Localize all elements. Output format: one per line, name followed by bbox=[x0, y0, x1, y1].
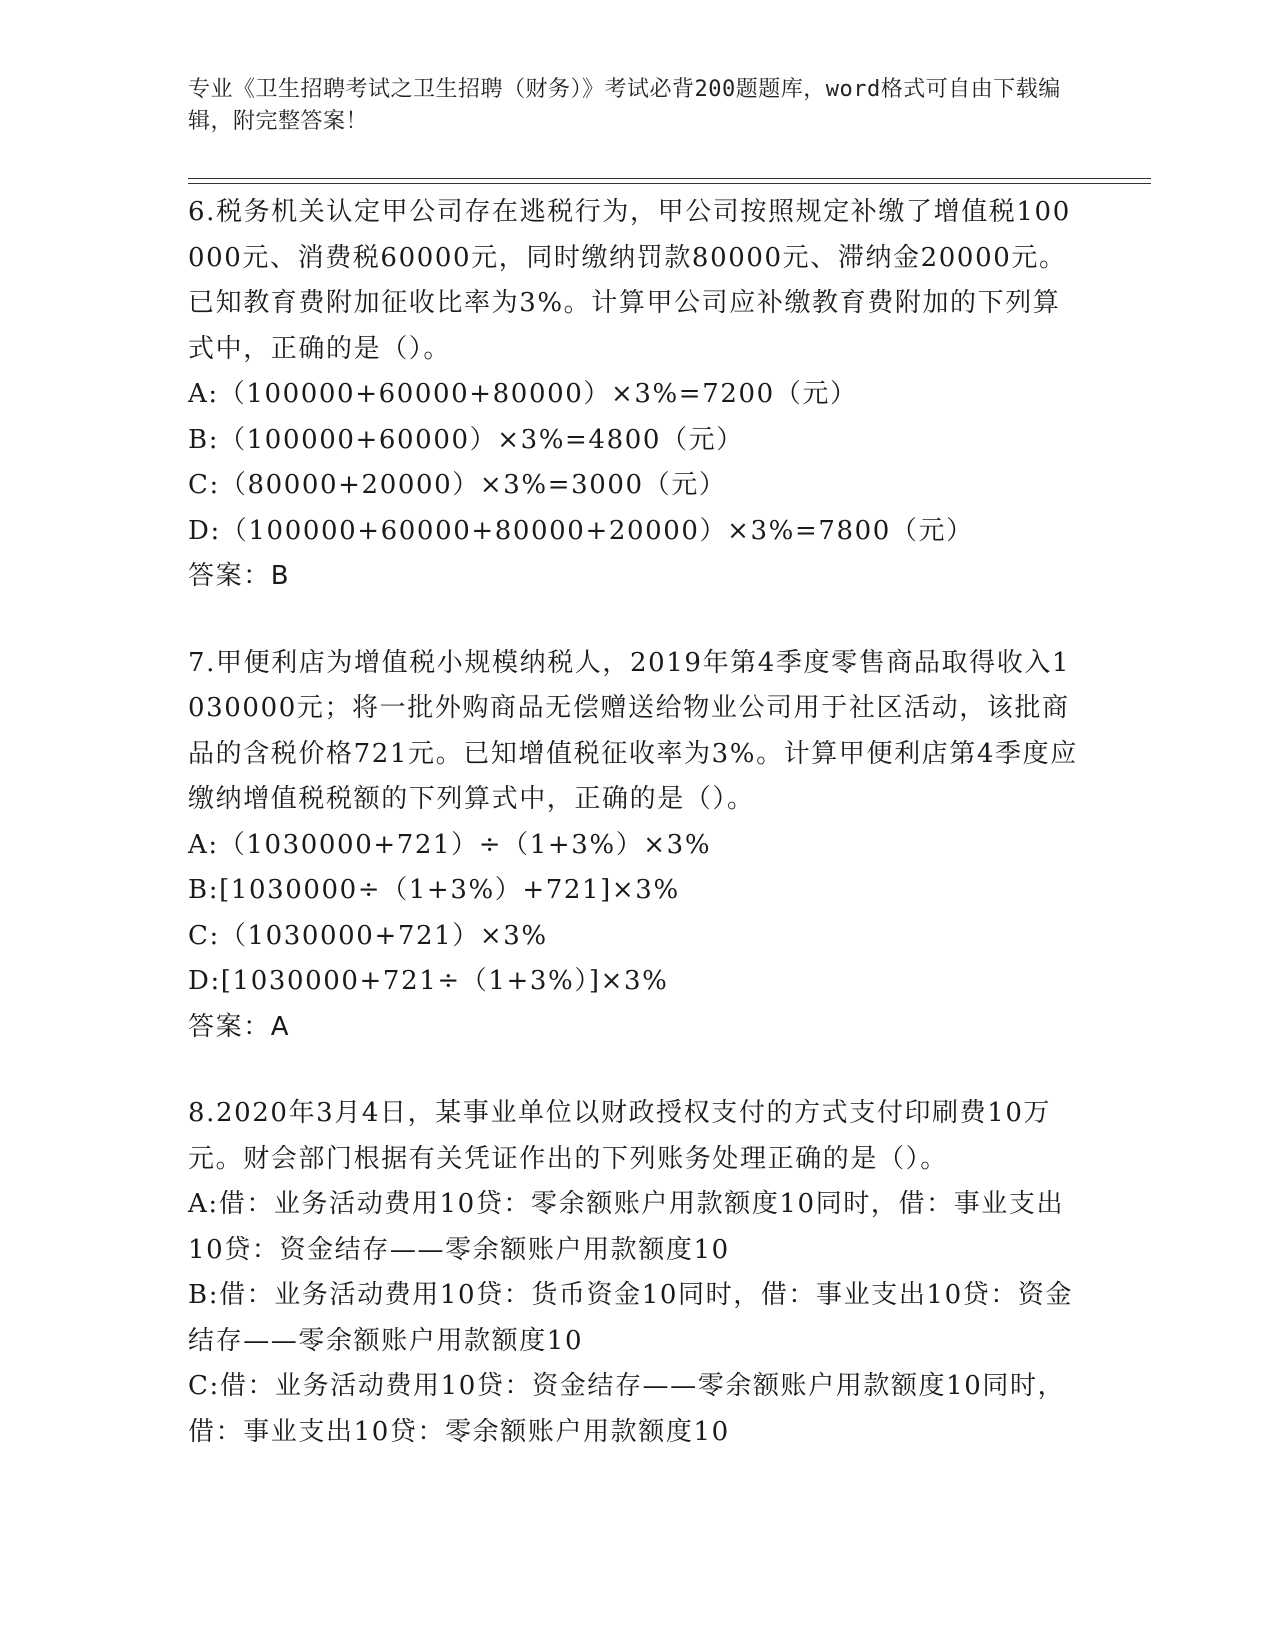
option-a: A:借：业务活动费用10贷：零余额账户用款额度10同时，借：事业支出10贷：资金结存——零余额账户用款额度10 bbox=[188, 1189, 1065, 1265]
option-a: A:（1030000+721）÷（1+3%）×3% bbox=[188, 829, 712, 860]
header-divider-bottom bbox=[188, 183, 1151, 184]
question-6 bbox=[188, 190, 1088, 600]
question-8 bbox=[188, 1091, 1088, 1455]
question-list bbox=[188, 190, 1088, 1496]
option-c: C:借：业务活动费用10贷：资金结存——零余额账户用款额度10同时，借：事业支出10贷：零余额账户用款额度10 bbox=[188, 1371, 1066, 1447]
header-divider-top bbox=[188, 178, 1151, 179]
option-b: B:（100000+60000）×3%=4800（元） bbox=[188, 424, 744, 455]
question-text: 7.甲便利店为增值税小规模纳税人，2019年第4季度零售商品取得收入1030000元；将一批外购商品无偿赠送给物业公司用于社区活动，该批商品的含税价格721元。已知增值税征收率为3%。计算甲便利店第4季度应缴纳增值税税额的下列算式中，正确的是（）。 bbox=[188, 647, 1078, 814]
option-d: D:（100000+60000+80000+20000）×3%=7800（元） bbox=[188, 515, 974, 546]
option-c: C:（1030000+721）×3% bbox=[188, 920, 548, 951]
option-b: B:借：业务活动费用10贷：货币资金10同时，借：事业支出10贷：资金结存——零余额账户用款额度10 bbox=[188, 1280, 1074, 1356]
option-c: C:（80000+20000）×3%=3000（元） bbox=[188, 470, 727, 500]
question-text: 8.2020年3月4日，某事业单位以财政授权支付的方式支付印刷费10万元。财会部门根据有关凭证作出的下列账务处理正确的是（）。 bbox=[188, 1098, 1052, 1174]
option-a: A:（100000+60000+80000）×3%=7200（元） bbox=[188, 379, 858, 409]
document-header: 专业《卫生招聘考试之卫生招聘（财务）》考试必背200题题库，word格式可自由下载编辑，附完整答案！ bbox=[188, 77, 1061, 134]
option-b: B:[1030000÷（1+3%）+721]×3% bbox=[188, 875, 680, 905]
answer-label: 答案：A bbox=[188, 1011, 291, 1042]
answer-label: 答案：B bbox=[188, 561, 291, 591]
question-7 bbox=[188, 641, 1088, 1051]
question-text: 6.税务机关认定甲公司存在逃税行为，甲公司按照规定补缴了增值税100000元、消费税60000元，同时缴纳罚款80000元、滞纳金20000元。已知教育费附加征收比率为3%。计算甲公司应补缴教育费附加的下列算式中，正确的是（）。 bbox=[188, 197, 1071, 364]
option-d: D:[1030000+721÷（1+3%）]×3% bbox=[188, 966, 669, 996]
